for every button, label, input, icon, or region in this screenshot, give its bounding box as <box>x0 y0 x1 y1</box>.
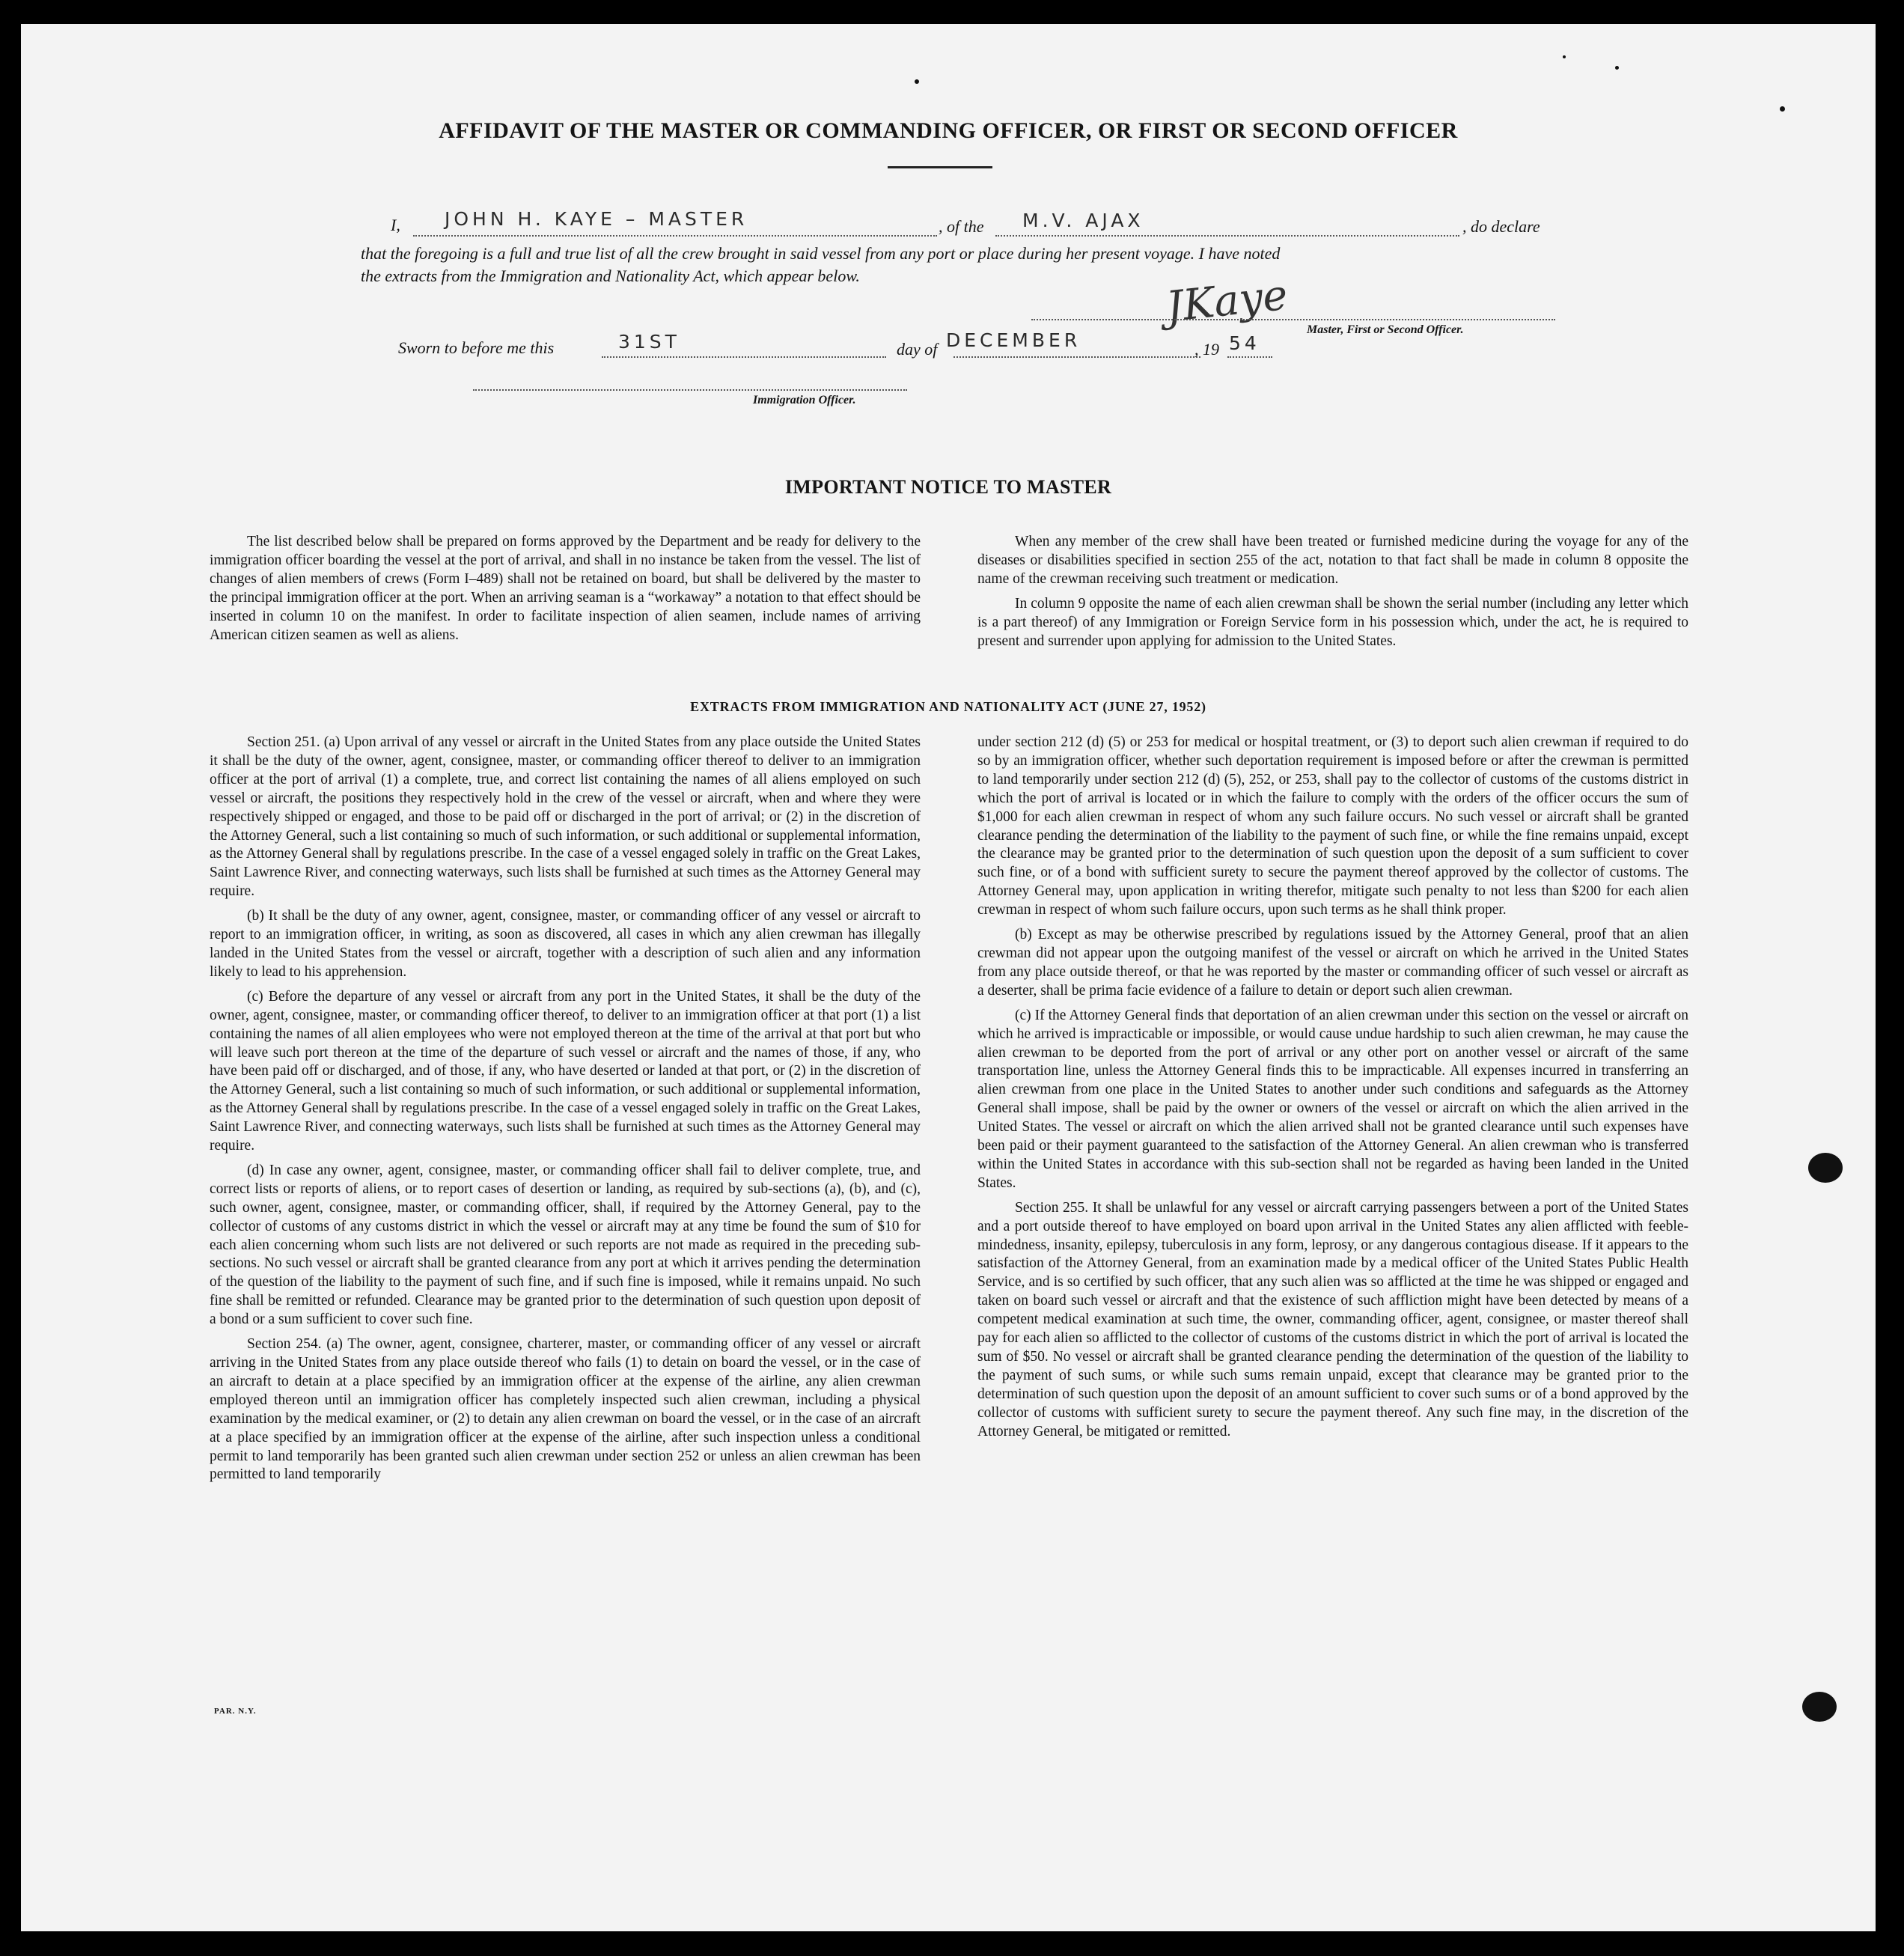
year-line <box>1227 356 1272 358</box>
extract-paragraph: (b) Except as may be otherwise prescribed by regulations issued by the Attorney General, proof that an alien crewman did not appear upon the outgoing manifest of the vessel or aircraft on which he arrived in the United States from any place outside thereof, or that he was reported by the master or commanding officer of such vessel or aircraft as a deserter, shall be prima facie evidence of a failure to detain or deport such alien crewman. <box>977 927 1688 999</box>
notice-left-column <box>210 533 921 651</box>
punch-hole <box>1802 1692 1837 1722</box>
extract-paragraph: Section 251. (a) Upon arrival of any vessel or aircraft in the United States from any place outside the United States it shall be the duty of the owner, agent, consignee, master, or commanding officer thereof to deliver to an immigration officer at the port of arrival (1) a complete, true, and correct list containing the names of all aliens employed on such vessel or aircraft, the positions they respectively hold in the crew of the vessel or aircraft, when and where they were respectively shipped or engaged, and those to be paid off or discharged in the port of arrival; or (2) in the discretion of the Attorney General, such a list containing so much of such information, or such additional or supplemental information, as the Attorney General shall by regulations prescribe. In the case of a vessel engaged solely in traffic on the Great Lakes, Saint Lawrence River, and connecting waterways, such lists shall be furnished at such times as the Attorney General may require. <box>210 734 921 900</box>
extract-paragraph: (d) In case any owner, agent, consignee, master, or commanding officer shall fail to deliver complete, true, and correct lists or reports of aliens, or to report cases of desertion or landing, as required by sub-sections (a), (b), and (c), such owner, agent, consignee, master, or commanding officer, shall, if required by the Attorney General, pay to the collector of customs of any customs district in which the vessel or aircraft may at any time be found the sum of $10 for each alien concerning whom such lists are not delivered or such reports are not made as required in the preceding sub-sections. No such vessel or aircraft shall be granted clearance from any port at which it arrives pending the determination of the question of the liability to the payment of such fine, and if such fine is imposed, while it remains unpaid. No such fine shall be remitted or refunded. Clearance may be granted prior to the determination of such question upon deposit of a bond or a sum sufficient to cover such fine. <box>210 1162 921 1328</box>
notice-title: IMPORTANT NOTICE TO MASTER <box>784 476 1112 498</box>
sworn-month-field[interactable]: DECEMBER <box>946 329 1081 351</box>
extract-paragraph: under section 212 (d) (5) or 253 for medical or hospital treatment, or (3) to deport such alien crewman if required to do so by an immigration officer, whether such deportation requirement is imposed before or after the crewman is permitted to land temporarily under section 212 (d) (5), 252, or 253, shall pay to the collector of customs of the customs district in which the port of arrival is located or in which the failure to comply with the orders of the officer occurs the sum of $1,000 for each alien crewman in respect of whom any such failure occurs. No such vessel or aircraft shall be granted clearance pending the determination of the liability to the payment of such fine, or while the fine remains unpaid, except the clearance may be granted prior to the determination of such question upon the deposit of a sum sufficient to cover such fine, or of a bond with sufficient surety to secure the payment thereof approved by the collector of customs. The Attorney General may, upon application in writing therefor, mitigate such penalty to not less than $200 for each alien crewman in respect of whom such failure occurs, upon such terms as he shall think proper. <box>977 734 1688 918</box>
affidavit-title: AFFIDAVIT OF THE MASTER OR COMMANDING OFFICER, OR FIRST OR SECOND OFFICER <box>439 118 1458 143</box>
master-signature: JKaye <box>1164 270 1290 332</box>
sworn-day-field[interactable]: 31ST <box>618 331 680 353</box>
sworn-prefix: Sworn to before me this <box>398 338 555 357</box>
year-field[interactable]: 54 <box>1229 332 1260 354</box>
do-declare-label: , do declare <box>1462 217 1540 236</box>
speck <box>1563 55 1566 58</box>
signature-label: Master, First or Second Officer. <box>1307 323 1464 336</box>
year-prefix: , 19 <box>1194 340 1219 359</box>
officer-label: Immigration Officer. <box>753 394 856 406</box>
speck <box>915 79 919 84</box>
extracts-left-column <box>210 734 921 1490</box>
extract-paragraph: Section 255. It shall be unlawful for any vessel or aircraft carrying passengers between a port of the United States and a port outside thereof to have employed on board upon arrival in the United States any alien afflicted with feeble-mindedness, insanity, epilepsy, tuberculosis in any form, leprosy, or any dangerous contagious disease. If it appears to the satisfaction of the Attorney General, from an examination made by a medical officer of the United States Public Health Service, and is so certified by such officer, that any such alien was so afflicted at the time he was shipped or engaged and taken on board such vessel or aircraft and that the existence of such affliction might have been detected by means of a competent medical examination at such time, the owner, commanding officer, agent, consignee, or master thereof shall pay for each alien so afflicted to the collector of customs of the customs district in which the port of arrival is located the sum of $50. No vessel or aircraft shall be granted clearance pending the determination of the question of the liability to the payment of such sums, or while such sums remain unpaid, except that clearance may be granted prior to the determination of such question upon the deposit of an amount sufficient to cover such sums or of a bond approved by the collector of customs with sufficient surety to secure the payment thereof. Any such fine may, in the discretion of the Attorney General, be mitigated or remitted. <box>977 1199 1688 1439</box>
declare-prefix: I, <box>391 216 400 234</box>
extracts-right-column <box>977 734 1688 1448</box>
vessel-name-field[interactable]: M.V. AJAX <box>1022 210 1144 231</box>
printer-mark: PAR. N.Y. <box>214 1707 257 1716</box>
signature-line <box>1031 319 1555 320</box>
extract-paragraph: Section 254. (a) The owner, agent, consignee, charterer, master, or commanding officer of any vessel or aircraft arriving in the United States from any place outside thereof who fails (1) to detain on board the vessel, or in the case of an aircraft to detain at a place specified by an immigration officer at the expense of the airline, any alien crewman employed thereon until an immigration officer has completely inspected such alien crewman, including a physical examination by the medical examiner, or (2) to detain any alien crewman on board the vessel, or in the case of an aircraft at a place specified by an immigration officer at the expense of the airline, after such inspection unless a conditional permit to land temporarily has been granted such alien crewman under section 252 or unless an alien crewman has been permitted to land temporarily <box>210 1336 921 1483</box>
extract-paragraph: (c) If the Attorney General finds that deportation of an alien crewman under this section on the vessel or aircraft on which he arrived is impracticable or impossible, or would cause undue hardship to such alien crewman, he may cause the alien crewman to be deported from the port of arrival or any other port on another vessel or aircraft of the same transportation line, unless the Attorney General finds this to be impracticable. All expenses incurred in transferring an alien crewman from one place in the United States to another under such conditions and safeguards as the Attorney General shall impose, shall be paid by the owner or owners of the vessel or aircraft on which the alien arrived in the United States. The vessel or aircraft on which the alien arrived shall not be granted clearance until such expenses have been paid or their payment guaranteed to the satisfaction of the Attorney General. An alien crewman who is transferred within the United States in accordance with this sub-section shall not be regarded as having been landed in the United States. <box>977 1007 1688 1191</box>
document-page <box>21 24 1876 1931</box>
master-name-line <box>413 235 937 237</box>
officer-signature-line <box>473 389 907 391</box>
extract-paragraph: (c) Before the departure of any vessel or aircraft from any port in the United States, it shall be the duty of the owner, agent, consignee, master, or commanding officer thereof, to deliver to an immigration officer at that port (1) a list containing the names of all alien employees who were not employed thereon at the time of the arrival at that port but who will leave such port thereon at the time of the departure of such vessel or aircraft and the names of those, if any, who have been paid off or discharged, and of those, if any, who have deserted or landed at that port, or (2) in the discretion of the Attorney General, such a list containing so much of such information, or such additional or supplemental information, as the Attorney General shall by regulations prescribe. In the case of a vessel engaged solely in traffic on the Great Lakes, Saint Lawrence River, and connecting waterways, such lists shall be furnished at such times as the Attorney General may require. <box>210 988 921 1154</box>
declaration-line-2: that the foregoing is a full and true list of all the crew brought in said vessel from any port or place during her present voyage. I have noted <box>361 244 1281 263</box>
of-the-label: , of the <box>939 217 984 236</box>
speck <box>1615 66 1619 70</box>
sworn-month-line <box>953 356 1200 358</box>
title-rule <box>888 166 992 168</box>
extracts-title: EXTRACTS FROM IMMIGRATION AND NATIONALITY ACT (JUNE 27, 1952) <box>690 699 1206 714</box>
sworn-day-line <box>602 356 886 358</box>
declaration-line-3: the extracts from the Immigration and Nationality Act, which appear below. <box>361 266 860 285</box>
day-of-label: day of <box>897 340 938 359</box>
speck <box>1780 106 1785 112</box>
notice-left-paragraph: The list described below shall be prepared on forms approved by the Department and be ready for delivery to the immigration officer boarding the vessel at the port of arrival, and shall in no instance be taken from the vessel. The list of changes of alien members of crews (Form I–489) shall not be retained on board, but shall be delivered by the master to the principal immigration officer at the port. When an arriving seaman is a “workaway” a notation to that effect should be inserted in column 10 on the manifest. In order to facilitate inspection of alien seamen, include names of arriving American citizen seamen as well as aliens. <box>210 534 921 643</box>
notice-right-column <box>977 533 1688 656</box>
vessel-name-line <box>995 235 1459 237</box>
punch-hole <box>1808 1153 1843 1183</box>
notice-right-paragraph: When any member of the crew shall have been treated or furnished medicine during the voyage for any of the diseases or disabilities specified in section 255 of the act, notation to that fact shall be made in column 8 opposite the name of the crewman receiving such treatment or medication. <box>977 534 1688 587</box>
master-name-field[interactable]: JOHN H. KAYE – MASTER <box>445 208 748 230</box>
extract-paragraph: (b) It shall be the duty of any owner, agent, consignee, master, or commanding officer of any vessel or aircraft to report to an immigration officer, in writing, as soon as discovered, all cases in which any alien crewman has illegally landed in the United States from the vessel or aircraft, together with a description of such alien and any information likely to lead to his apprehension. <box>210 908 921 980</box>
notice-right-paragraph: In column 9 opposite the name of each alien crewman shall be shown the serial number (including any letter which is a part thereof) of any Immigration or Foreign Service form in his possession which, under the act, he is required to present and surrender upon applying for admission to the United States. <box>977 595 1688 649</box>
